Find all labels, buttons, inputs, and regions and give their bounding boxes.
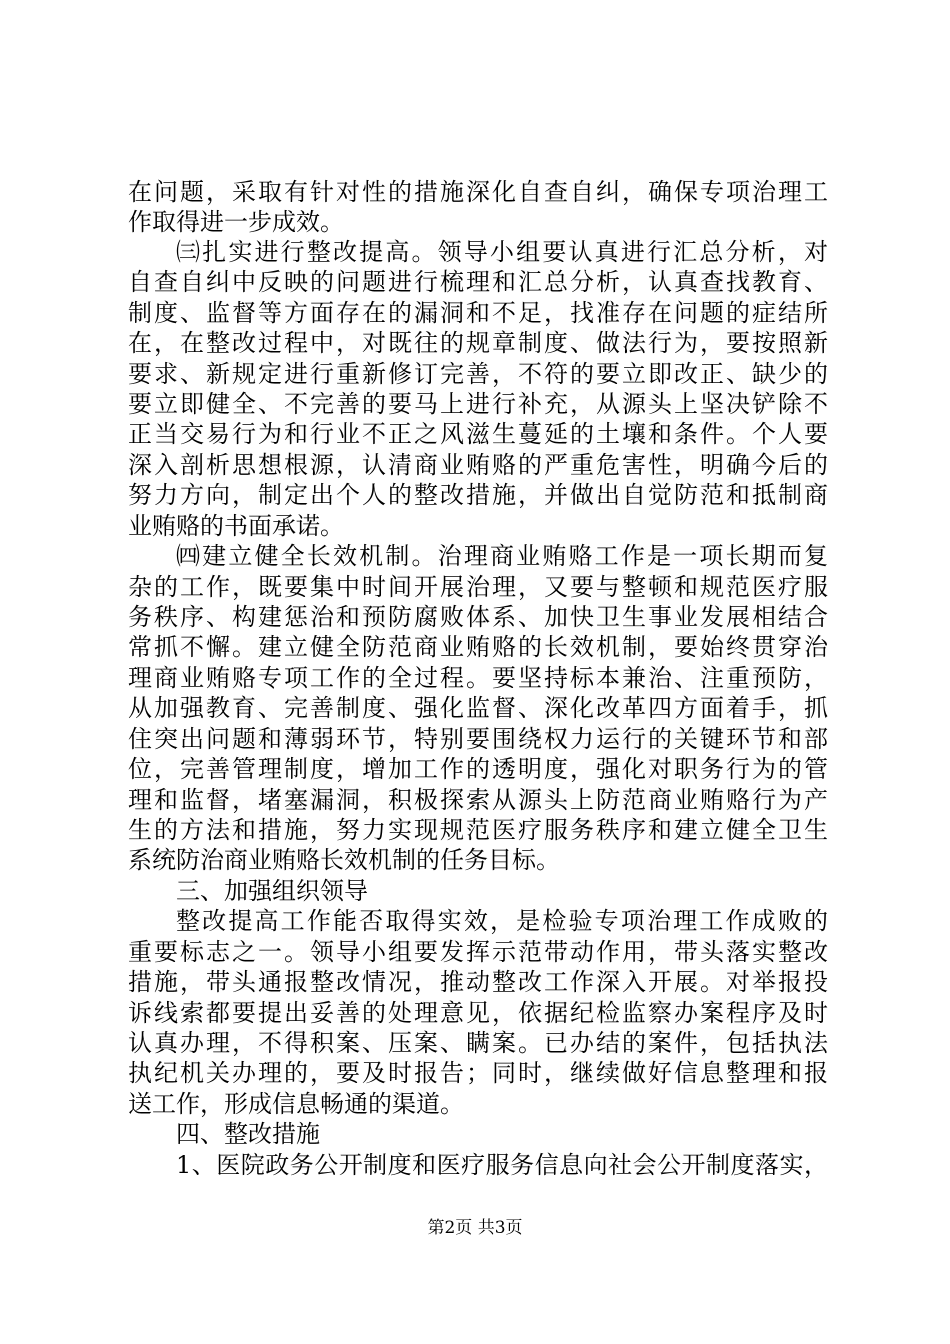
text-line: 送工作，形成信息畅通的渠道。: [128, 1090, 464, 1118]
text-line: 认真办理，不得积案、压案、瞒案。已办结的案件，包括执法: [128, 1029, 828, 1057]
text-line: 住突出问题和薄弱环节，特别要围绕权力运行的关键环节和部: [128, 725, 828, 753]
text-line: 作取得进一步成效。: [128, 208, 344, 236]
page-number: 第2页 共3页: [427, 1218, 523, 1238]
text-line: 正当交易行为和行业不正之风滋生蔓延的土壤和条件。个人要: [128, 420, 828, 448]
text-line: 执纪机关办理的，要及时报告；同时，继续做好信息整理和报: [128, 1059, 828, 1087]
text-line: 深入剖析思想根源，认清商业贿赂的严重危害性，明确今后的: [128, 451, 828, 479]
text-line: 业贿赂的书面承诺。: [128, 512, 344, 540]
text-line: 诉线索都要提出妥善的处理意见，依据纪检监察办案程序及时: [128, 999, 828, 1027]
text-line: ㈣建立健全长效机制。治理商业贿赂工作是一项长期而复: [176, 542, 828, 570]
text-line: 常抓不懈。建立健全防范商业贿赂的长效机制，要始终贯穿治: [128, 633, 828, 661]
text-line: 努力方向，制定出个人的整改措施，并做出自觉防范和抵制商: [128, 481, 828, 509]
text-line: 理和监督，堵塞漏洞，积极探索从源头上防范商业贿赂行为产: [128, 786, 828, 814]
text-line: 务秩序、构建惩治和预防腐败体系、加快卫生事业发展相结合: [128, 603, 828, 631]
text-line: 杂的工作，既要集中时间开展治理，又要与整顿和规范医疗服: [128, 573, 828, 601]
text-line: 自查自纠中反映的问题进行梳理和汇总分析，认真查找教育、: [128, 268, 828, 296]
text-line: 措施，带头通报整改情况，推动整改工作深入开展。对举报投: [128, 968, 828, 996]
section-heading: 四、整改措施: [176, 1120, 320, 1148]
text-line: 重要标志之一。领导小组要发挥示范带动作用，带头落实整改: [128, 938, 828, 966]
section-heading: 三、加强组织领导: [176, 877, 368, 905]
text-line: 1、医院政务公开制度和医疗服务信息向社会公开制度落实，: [176, 1151, 828, 1179]
text-line: 从加强教育、完善制度、强化监督、深化改革四方面着手，抓: [128, 694, 828, 722]
text-line: 位，完善管理制度，增加工作的透明度，强化对职务行为的管: [128, 755, 828, 783]
text-line: 要求、新规定进行重新修订完善，不符的要立即改正、缺少的: [128, 360, 828, 388]
text-line: 生的方法和措施，努力实现规范医疗服务秩序和建立健全卫生: [128, 816, 828, 844]
text-line: 要立即健全、不完善的要马上进行补充，从源头上坚决铲除不: [128, 390, 828, 418]
text-line: 在问题，采取有针对性的措施深化自查自纠，确保专项治理工: [128, 178, 828, 206]
text-line: ㈢扎实进行整改提高。领导小组要认真进行汇总分析，对: [176, 238, 828, 266]
text-line: 整改提高工作能否取得实效，是检验专项治理工作成败的: [176, 907, 828, 935]
text-line: 理商业贿赂专项工作的全过程。要坚持标本兼治、注重预防，: [128, 664, 828, 692]
text-line: 系统防治商业贿赂长效机制的任务目标。: [128, 846, 560, 874]
text-line: 制度、监督等方面存在的漏洞和不足，找准存在问题的症结所: [128, 299, 828, 327]
text-line: 在，在整改过程中，对既往的规章制度、做法行为，要按照新: [128, 329, 828, 357]
